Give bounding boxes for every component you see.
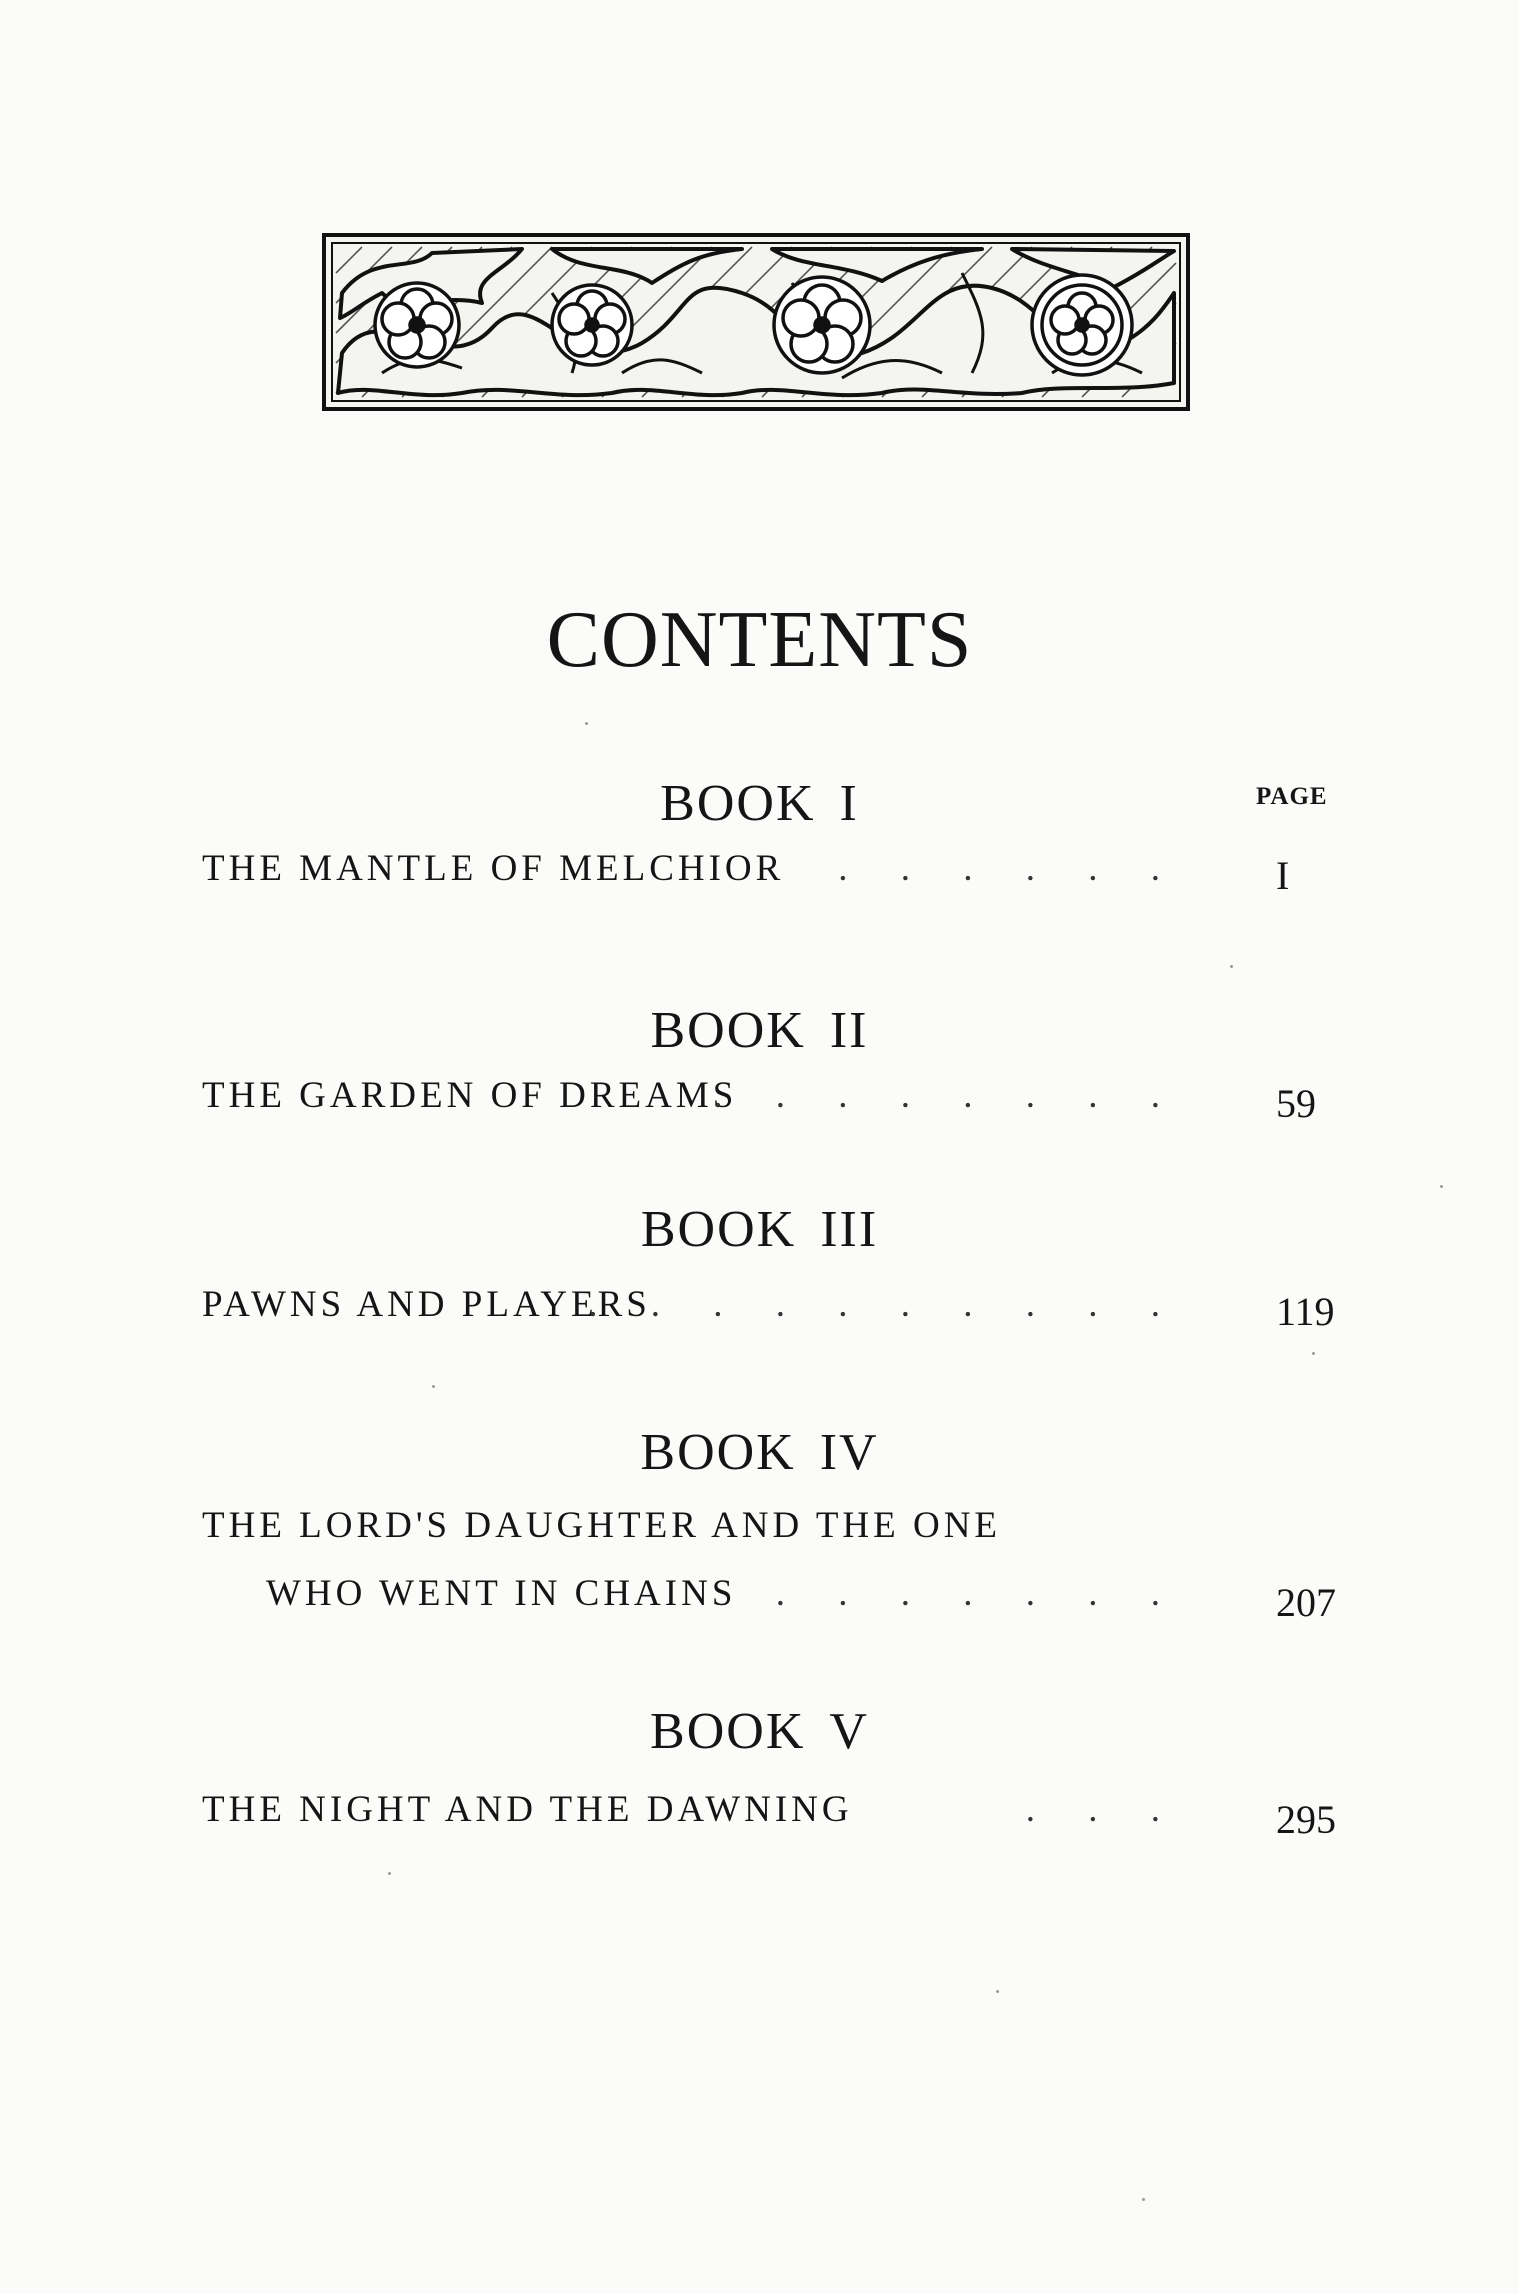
scan-speck xyxy=(388,1872,391,1875)
toc-entry xyxy=(202,846,1182,892)
book-word: BOOK xyxy=(650,1703,806,1760)
toc-entry-title: THE MANTLE OF MELCHIOR xyxy=(202,848,785,889)
toc-entry-title: THE LORD'S DAUGHTER AND THE ONE xyxy=(202,1505,1002,1546)
leader-dots: . . . . . . . . . . xyxy=(588,1284,1182,1325)
page-title: CONTENTS xyxy=(546,596,973,684)
book-heading xyxy=(0,1424,1519,1481)
book-heading xyxy=(0,775,1519,832)
book-word: BOOK xyxy=(640,1424,796,1481)
book-heading xyxy=(0,1201,1519,1258)
toc-entry-title-continued: WHO WENT IN CHAINS xyxy=(266,1573,737,1614)
book-word: BOOK xyxy=(640,1201,797,1258)
book-word: BOOK xyxy=(650,1002,806,1059)
toc-entry-title: THE GARDEN OF DREAMS xyxy=(202,1075,738,1116)
book-numeral: I xyxy=(839,775,859,832)
toc-entry xyxy=(202,1073,1182,1119)
leader-dots: . . . . . . . . xyxy=(713,1075,1182,1116)
leader-dots: . . . xyxy=(1025,1789,1182,1830)
scan-speck xyxy=(585,722,588,725)
scan-speck xyxy=(996,1990,999,1993)
scan-speck xyxy=(1312,1352,1315,1355)
toc-entry-title: PAWNS AND PLAYERS xyxy=(202,1284,651,1325)
scan-speck xyxy=(1142,2198,1145,2201)
toc-page-number: 207 xyxy=(1276,1580,1336,1625)
leader-dots: . . . . . . xyxy=(838,848,1182,889)
toc-entry-continuation xyxy=(266,1571,1182,1617)
book-numeral: IV xyxy=(819,1424,879,1481)
toc-page-number: I xyxy=(1276,853,1290,898)
toc-page-number: 119 xyxy=(1276,1289,1335,1334)
page-column-label: PAGE xyxy=(1256,783,1328,810)
book-word: BOOK xyxy=(660,775,816,832)
book-heading xyxy=(0,1002,1519,1059)
book-numeral: V xyxy=(829,1703,869,1760)
leader-dots: . . . . . . . xyxy=(775,1573,1182,1614)
scan-speck xyxy=(1440,1185,1443,1188)
toc-entry xyxy=(202,1503,1182,1549)
book-numeral: III xyxy=(820,1201,879,1258)
toc-page-number: 295 xyxy=(1276,1797,1336,1842)
book-heading xyxy=(0,1703,1519,1760)
scan-speck xyxy=(1230,965,1233,968)
toc-entry xyxy=(202,1282,1182,1328)
toc-entry xyxy=(202,1787,1182,1833)
book-numeral: II xyxy=(829,1002,869,1059)
toc-entry-title: THE NIGHT AND THE DAWNING xyxy=(202,1789,853,1830)
floral-headpiece-ornament xyxy=(322,233,1190,411)
scan-speck xyxy=(432,1385,435,1388)
toc-page-number: 59 xyxy=(1276,1081,1316,1126)
